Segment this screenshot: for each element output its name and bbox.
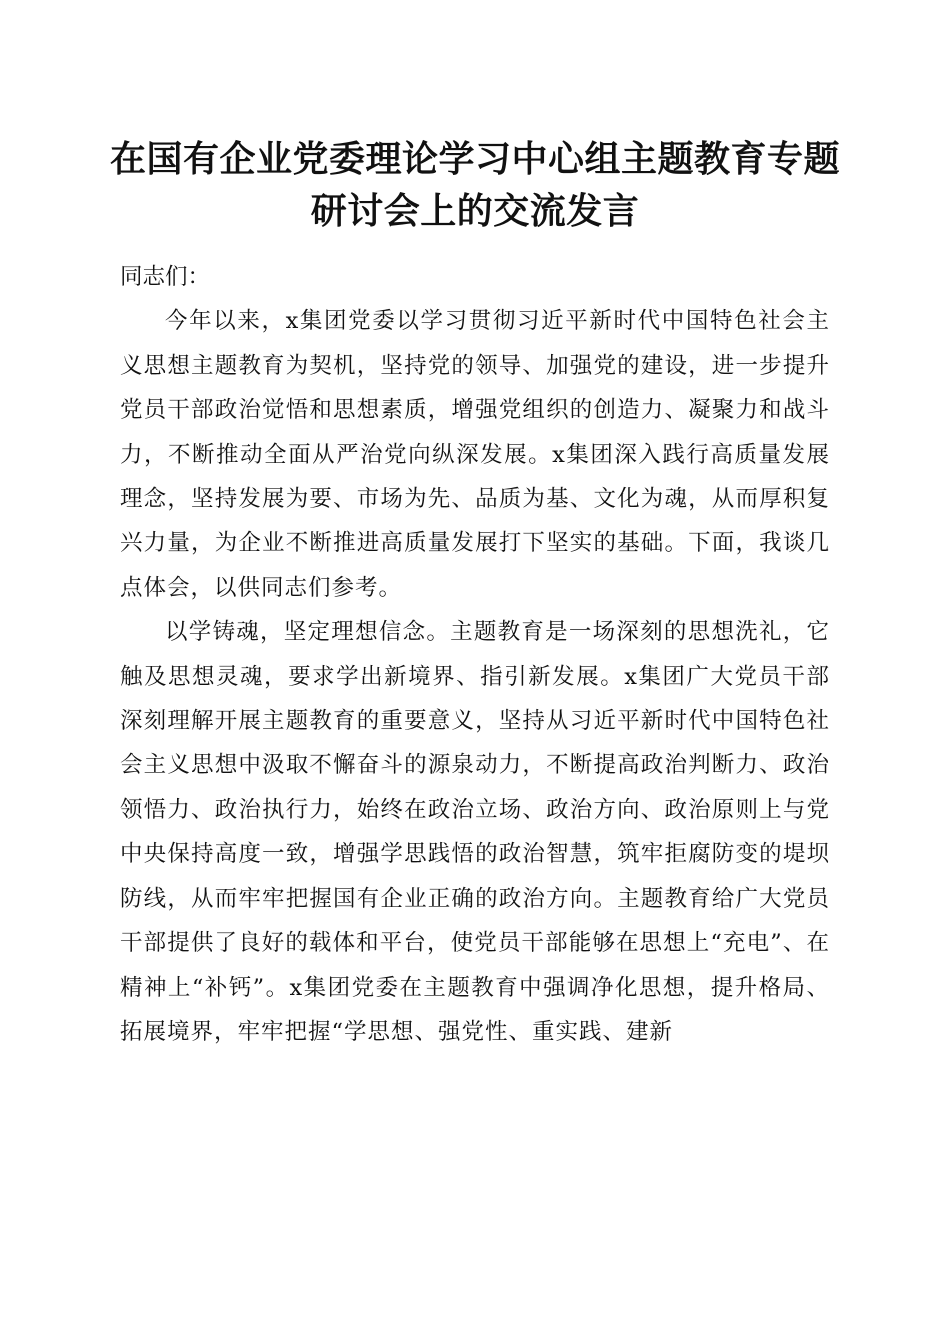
paragraph-study: 以学铸魂，坚定理想信念。主题教育是一场深刻的思想洗礼，它触及思想灵魂，要求学出新境界、指引新发展。x集团广大党员干部深刻理解开展主题教育的重要意义，坚持从习近平新时代中国特色社会主义思想中汲取不懈奋斗的源泉动力，不断提高政治判断力、政治领悟力、政治执行力，始终在政治立场、政治方向、政治原则上与党中央保持高度一致，增强学思践悟的政治智慧，筑牢拒腐防变的堤坝防线，从而牢牢把握国有企业正确的政治方向。主题教育给广大党员干部提供了良好的载体和平台，使党员干部能够在思想上“充电”、在精神上“补钙”。x集团党委在主题教育中强调净化思想，提升格局、拓展境界，牢牢把握“学思想、强党性、重实践、建新	[120, 619, 830, 1045]
document-body	[120, 255, 830, 1054]
title-line-1: 在国有企业党委理论学习中心组主题教育专题	[109, 138, 840, 180]
document-title	[100, 133, 850, 237]
paragraph-intro: 今年以来，x集团党委以学习贯彻习近平新时代中国特色社会主义思想主题教育为契机，坚持党的领导、加强党的建设，进一步提升党员干部政治觉悟和思想素质，增强党组织的创造力、凝聚力和战斗力，不断推动全面从严治党向纵深发展。x集团深入践行高质量发展理念，坚持发展为要、市场为先、品质为基、文化为魂，从而厚积复兴力量，为企业不断推进高质量发展打下坚实的基础。下面，我谈几点体会，以供同志们参考。	[120, 308, 830, 601]
title-line-2: 研讨会上的交流发言	[310, 190, 640, 232]
salutation: 同志们：	[120, 264, 211, 290]
